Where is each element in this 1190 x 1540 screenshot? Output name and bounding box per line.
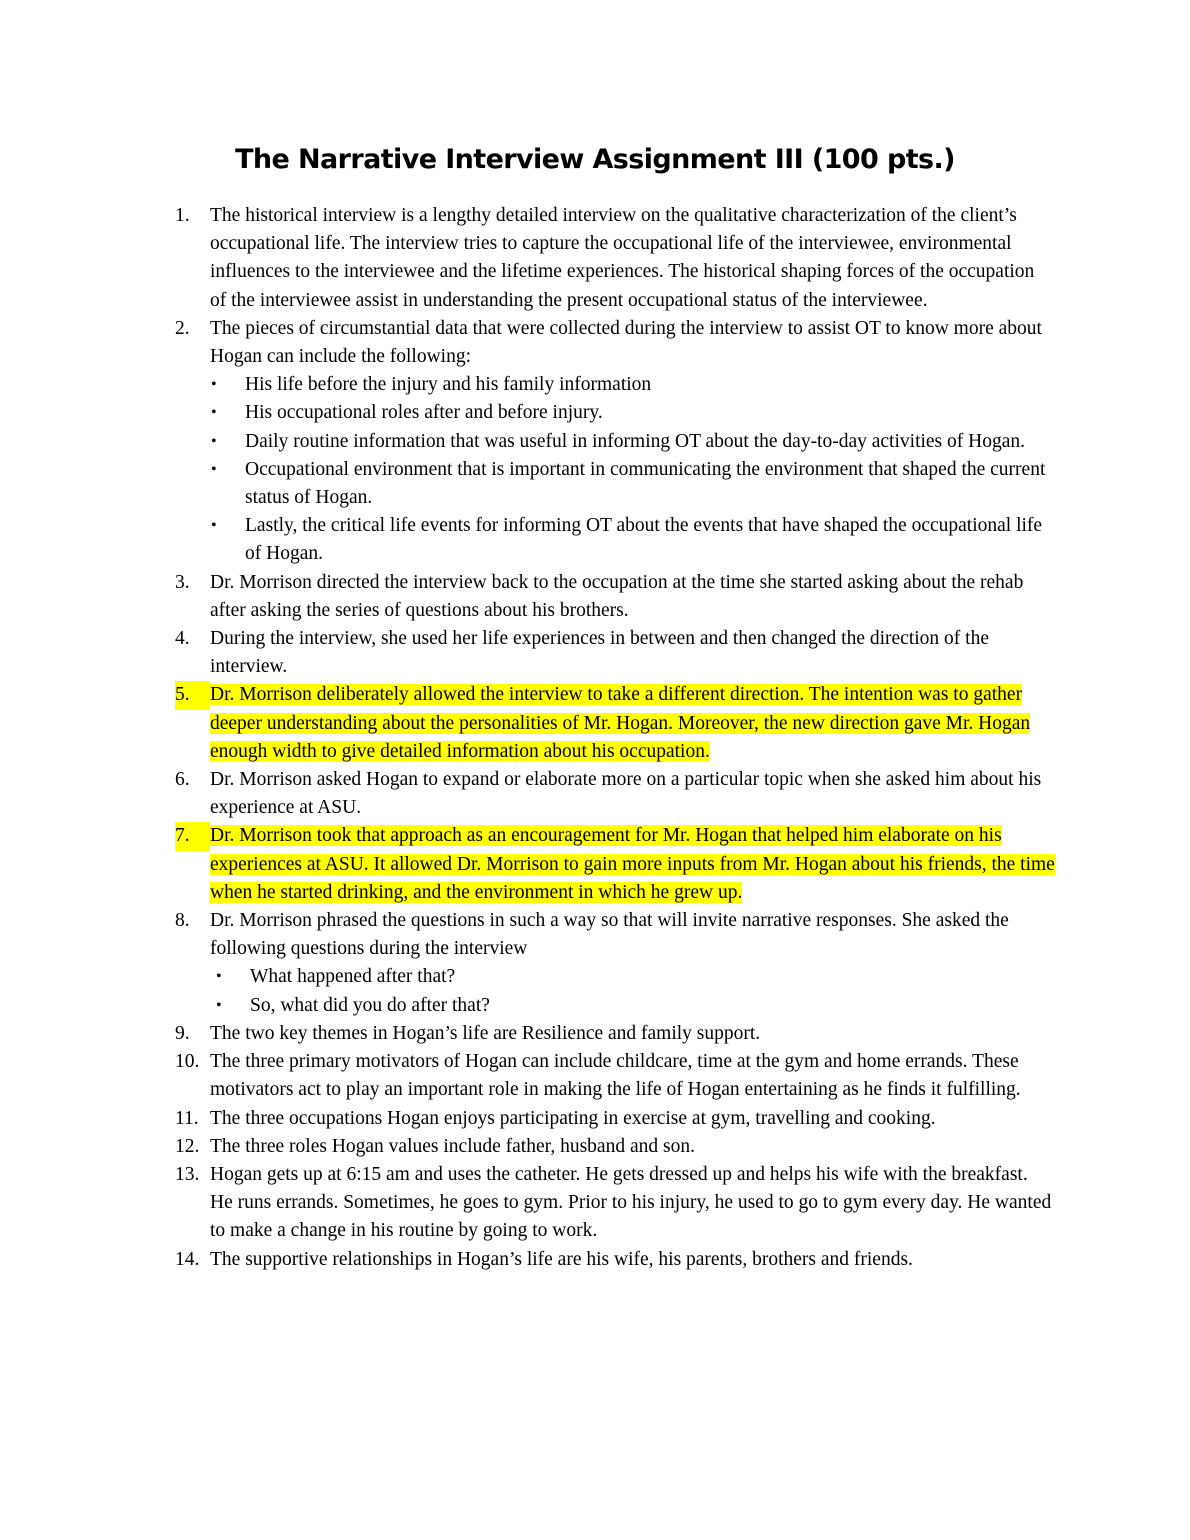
list-item [175, 625, 1055, 681]
list-item [175, 1048, 1055, 1104]
bullet-item [175, 399, 1055, 427]
item-number: 13. [175, 1163, 200, 1185]
item-number: 11. [175, 1107, 199, 1129]
item-number: 2. [175, 317, 190, 339]
item-number: 14. [175, 1248, 200, 1270]
item-number: 3. [175, 571, 190, 593]
bullet-item [175, 371, 1055, 399]
bullet-icon: • [211, 376, 217, 394]
list-item [175, 1020, 1055, 1048]
numbered-list [175, 202, 1055, 1274]
item-text: Hogan gets up at 6:15 am and uses the catheter. He gets dressed up and helps his wife with the breakfast. He runs errands. Sometimes, he goes to gym. Prior to his injury, he used to go to gym every day. He wanted to make a change in his routine by going to work. [210, 1163, 1052, 1242]
document-title: The Narrative Interview Assignment III (100 pts.) [235, 144, 955, 175]
bullet-item [175, 512, 1055, 568]
list-item [175, 907, 1055, 963]
list-item [175, 766, 1055, 822]
list-item [175, 1133, 1055, 1161]
bullet-text: His occupational roles after and before injury. [245, 402, 603, 424]
item-number: 12. [175, 1135, 200, 1157]
bullet-icon: • [216, 968, 222, 986]
item-text: Dr. Morrison took that approach as an encouragement for Mr. Hogan that helped him elaborate on his experiences at ASU. It allowed Dr. Morrison to gain more inputs from Mr. Hogan about his friends, the time when he started drinking, and the environment in which he grew up. [210, 825, 1055, 903]
list-item [175, 569, 1055, 625]
list-item [175, 202, 1055, 315]
bullet-item [175, 992, 1055, 1020]
item-number: 9. [175, 1022, 190, 1044]
bullet-icon: • [211, 404, 217, 422]
list-item [175, 315, 1055, 371]
list-item-highlighted [175, 681, 1055, 766]
item-text: Dr. Morrison deliberately allowed the interview to take a different direction. The intention was to gather deeper understanding about the personalities of Mr. Hogan. Moreover, the new direction gave Mr. Hogan enough width to give detailed information about his occupation. [210, 684, 1031, 762]
bullet-text: So, what did you do after that? [250, 994, 490, 1016]
item-number: 1. [175, 205, 190, 226]
bullet-icon: • [211, 460, 217, 478]
bullet-icon: • [211, 432, 217, 450]
item-text: The supportive relationships in Hogan’s life are his wife, his parents, brothers and friends. [210, 1248, 913, 1270]
bullet-icon: • [216, 996, 222, 1014]
item-text: The three roles Hogan values include father, husband and son. [210, 1135, 695, 1157]
item-text: Dr. Morrison asked Hogan to expand or elaborate more on a particular topic when she asked him about his experience at ASU. [210, 769, 1042, 819]
item-text: Dr. Morrison directed the interview back to the occupation at the time she started asking about the rehab after asking the series of questions about his brothers. [210, 571, 1024, 621]
item-number: 5. [175, 681, 210, 709]
bullet-text: Lastly, the critical life events for informing OT about the events that have shaped the occupational life of Hogan. [245, 515, 1043, 565]
bullet-item [175, 963, 1055, 991]
bullet-item [175, 456, 1055, 512]
bullet-text: What happened after that? [250, 966, 456, 988]
item-number: 8. [175, 910, 190, 932]
item-number: 6. [175, 769, 190, 791]
item-text: The pieces of circumstantial data that were collected during the interview to assist OT to know more about Hogan can include the following: [210, 317, 1042, 368]
item-text: Dr. Morrison phrased the questions in such a way so that will invite narrative responses. She asked the following questions during the interview [210, 910, 1009, 960]
list-item [175, 1105, 1055, 1133]
bullet-text: Daily routine information that was useful in informing OT about the day-to-day activities of Hogan. [245, 430, 1025, 452]
list-item-highlighted [175, 822, 1055, 907]
bullet-text: His life before the injury and his family information [245, 374, 652, 396]
item-text: The two key themes in Hogan’s life are Resilience and family support. [210, 1022, 761, 1044]
bullet-text: Occupational environment that is important in communicating the environment that shaped the current status of Hogan. [245, 458, 1046, 509]
item-number: 7. [175, 822, 210, 850]
bullet-icon: • [211, 517, 217, 535]
item-number: 10. [175, 1051, 200, 1073]
list-item [175, 1246, 1055, 1274]
item-text: The historical interview is a lengthy detailed interview on the qualitative characterization of the client’s occupational life. The interview tries to capture the occupational life of the interviewee, environmental influences to the interviewee and the lifetime experiences. The historical shaping forces of the occupation of the interviewee assist in understanding the present occupational status of the interviewee. [210, 205, 1035, 311]
item-text: During the interview, she used her life experiences in between and then changed the direction of the interview. [210, 628, 989, 678]
list-item [175, 1161, 1055, 1246]
item-text: The three occupations Hogan enjoys participating in exercise at gym, travelling and cooking. [210, 1107, 936, 1129]
bullet-item [175, 428, 1055, 456]
item-text: The three primary motivators of Hogan can include childcare, time at the gym and home errands. These motivators act to play an important role in making the life of Hogan entertaining as he finds it fulfilling. [210, 1051, 1021, 1101]
item-number: 4. [175, 628, 190, 650]
